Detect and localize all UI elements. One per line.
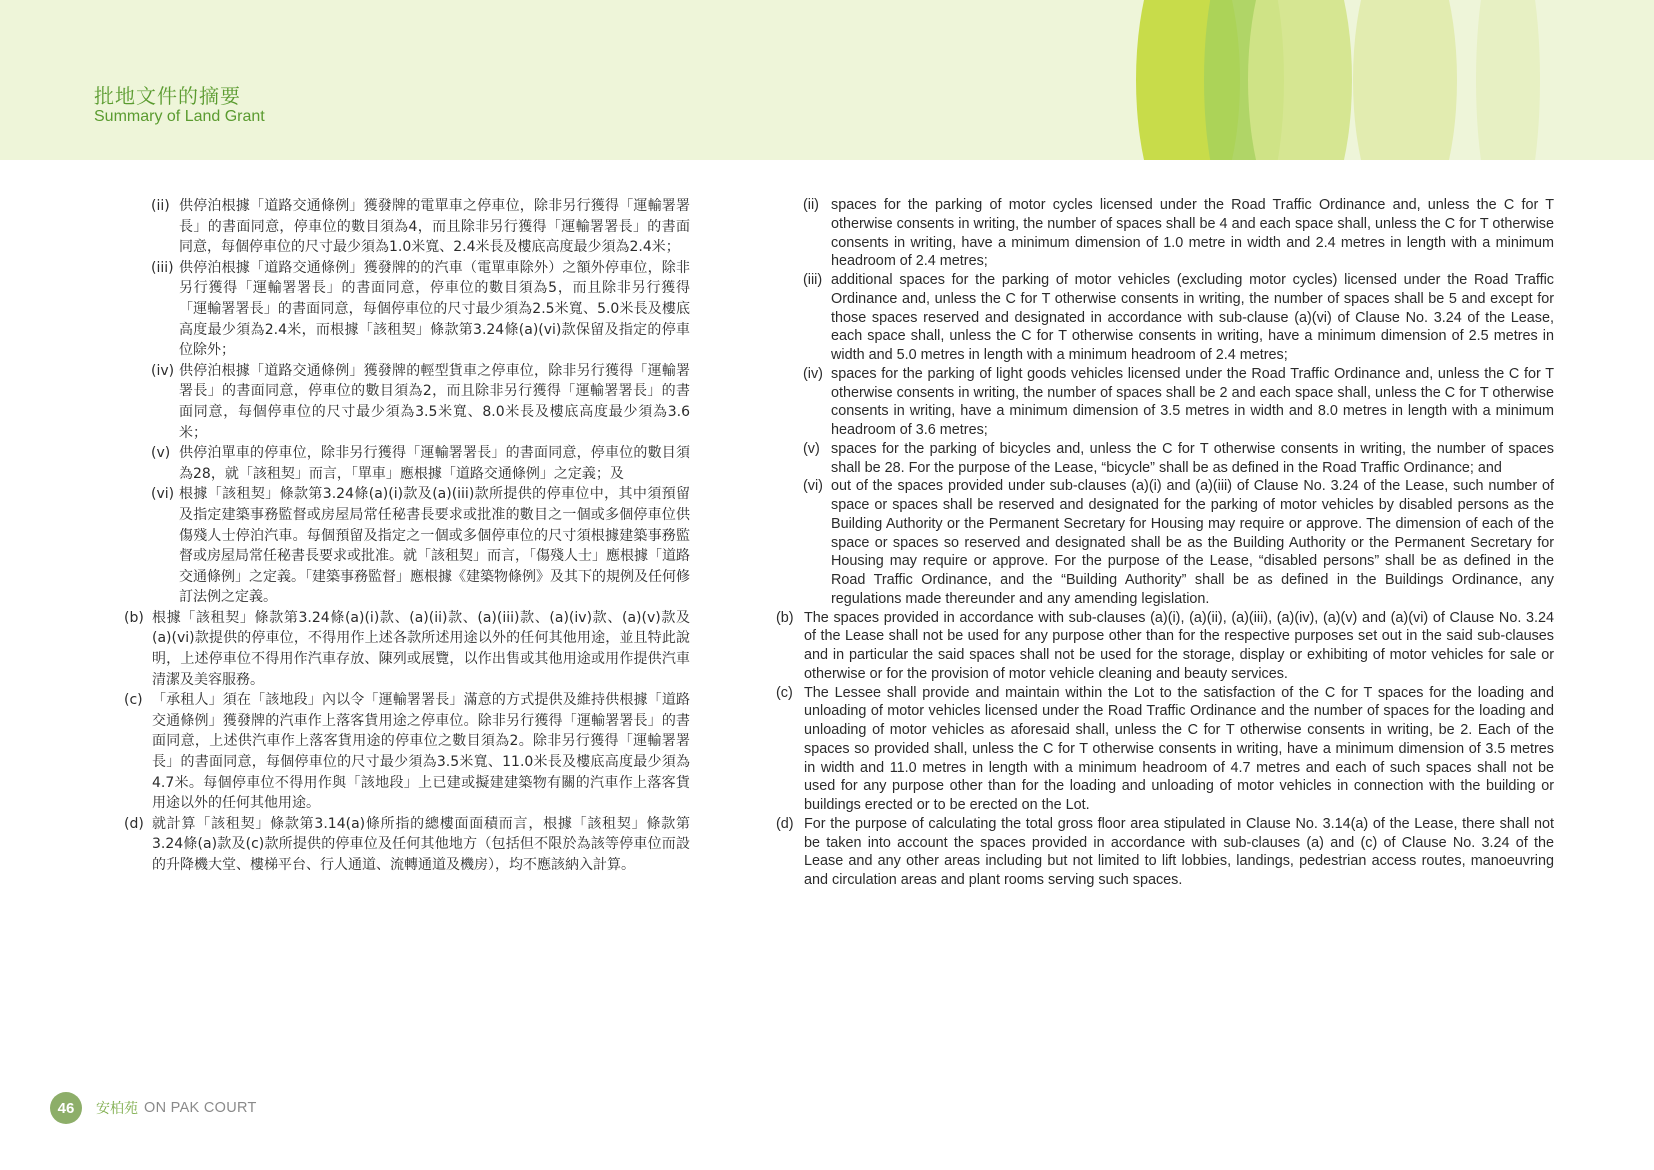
clause-marker: (iv) xyxy=(803,365,823,382)
clause-text: spaces for the parking of motor cycles licensed under the Road Traffic Ordinance and, unless the C for T otherwise consents in writing, the number of spaces shall be 4 and each space shall, unless the C for T otherwise consents in writing, have a minimum dimension of 1.0 metre in width and 2.4 metres in length with a minimum headroom of 2.4 metres; xyxy=(831,197,1554,270)
clause-marker: (c) xyxy=(776,684,793,701)
clause-text: The Lessee shall provide and maintain within the Lot to the satisfaction of the C for T spaces for the loading and unloading of motor vehicles licensed under the Road Traffic Ordinance and the number of spaces for the loading and unloading of motor vehicles as aforesaid shall, unless the C for T otherwise consents in writing, be 2. Each of the spaces so provided shall, unless the C for T otherwise consents in writing, have a minimum dimension of 3.5 metres in width and 11.0 metres in length with a minimum headroom of 4.7 metres and each of such spaces shall not be used for any purpose other than for the loading and unloading of motor vehicles in connection with the building or buildings erected or to be erected on the Lot. xyxy=(804,684,1554,813)
clause-text: spaces for the parking of bicycles and, unless the C for T otherwise consents in writing, the number of spaces shall be 28. For the purpose of the Lease, “bicycle” shall be as defined in the Road Traffic Ordinance; and xyxy=(831,440,1554,476)
clause-text: 供停泊根據「道路交通條例」獲發牌的電單車之停車位，除非另行獲得「運輸署署長」的書面同意，停車位的數目須為4，而且除非另行獲得「運輸署署長」的書面同意，每個停車位的尺寸最少須為1.0米寬、2.4米長及樓底高度最少須為2.4米； xyxy=(179,198,690,256)
clause-item xyxy=(803,196,1554,271)
clause-item xyxy=(803,440,1554,478)
clause-item xyxy=(124,814,690,876)
page-footer xyxy=(50,1092,257,1124)
clause-marker: (b) xyxy=(776,609,794,626)
clause-item xyxy=(803,365,1554,440)
clause-item xyxy=(776,815,1554,890)
clause-text: 「承租人」須在「該地段」內以令「運輸署署長」滿意的方式提供及維持供根據「道路交通條例」獲發牌的汽車作上落客貨用途之停車位。除非另行獲得「運輸署署長」的書面同意，上述供汽車作上落客貨用途的停車位之數目須為2。除非另行獲得「運輸署署長」的書面同意，每個停車位的尺寸最少須為3.5米寬、11.0米長及樓底高度最少須為4.7米。每個停車位不得用作與「該地段」上已建或擬建建築物有關的汽車作上落客貨用途以外的任何其他用途。 xyxy=(152,692,690,812)
estate-name-en: ON PAK COURT xyxy=(144,1100,257,1116)
clause-text: 根據「該租契」條款第3.24條(a)(i)款、(a)(ii)款、(a)(iii)款、(a)(iv)款、(a)(v)款及(a)(vi)款提供的停車位，不得用作上述各款所述用途以外的任何其他用途，並且特此說明，上述停車位不得用作汽車存放、陳列或展覽，以作出售或其他用途或用作提供汽車清潔及美容服務。 xyxy=(152,609,690,688)
clause-item xyxy=(151,361,690,443)
clause-marker: (c) xyxy=(124,692,143,709)
clause-marker: (vi) xyxy=(151,486,175,503)
right-column-en xyxy=(776,196,1554,890)
clause-text: additional spaces for the parking of motor vehicles (excluding motor cycles) licensed under the Road Traffic Ordinance and, unless the C for T otherwise consents in writing, the number of spaces shall be 5 and except for those spaces reserved and designated in accordance with sub-clause (a)(vi) of Clause No. 3.24 of the Lease, each space shall, unless the C for T otherwise consents in writing, have a minimum dimension of 2.5 metres in width and 5.0 metres in length with a minimum headroom of 2.4 metres; xyxy=(831,272,1554,363)
clause-text: 供停泊單車的停車位，除非另行獲得「運輸署署長」的書面同意，停車位的數目須為28，就「該租契」而言，「單車」應根據「道路交通條例」之定義；及 xyxy=(179,445,690,482)
clause-item xyxy=(124,608,690,690)
clause-text: 根據「該租契」條款第3.24條(a)(i)款及(a)(iii)款所提供的停車位中，其中須預留及指定建築事務監督或房屋局常任秘書長要求或批准的數目之一個或多個停車位供傷殘人士停泊汽車。每個預留及指定之一個或多個停車位的尺寸須根據建築事務監督或房屋局常任秘書長要求或批准。就「該租契」而言，「傷殘人士」應根據「道路交通條例」之定義。「建築事務監督」應根據《建築物條例》及其下的規例及任何修訂法例之定義。 xyxy=(179,486,690,606)
clause-marker: (v) xyxy=(803,440,820,457)
clause-item xyxy=(803,477,1554,608)
clause-marker: (iii) xyxy=(151,259,174,276)
header-band xyxy=(0,0,1654,160)
clause-text: 供停泊根據「道路交通條例」獲發牌的輕型貨車之停車位，除非另行獲得「運輸署署長」的書面同意，停車位的數目須為2，而且除非另行獲得「運輸署署長」的書面同意，每個停車位的尺寸最少須為3.5米寬、8.0米長及樓底高度最少須為3.6米； xyxy=(179,362,690,441)
clause-marker: (ii) xyxy=(151,198,170,214)
page-number-badge: 46 xyxy=(50,1092,82,1124)
page-title-zh: 批地文件的摘要 xyxy=(94,84,241,108)
estate-name-zh: 安柏苑 xyxy=(96,1101,138,1117)
clause-marker: (ii) xyxy=(803,197,819,213)
clause-text: 供停泊根據「道路交通條例」獲發牌的的汽車（電單車除外）之額外停車位，除非另行獲得「運輸署署長」的書面同意，停車位的數目須為5，而且除非另行獲得「運輸署署長」的書面同意，每個停車位的尺寸最少須為2.5米寬、5.0米長及樓底高度最少須為2.4米，而根據「該租契」條款第3.24條(a)(vi)款保留及指定的停車位除外； xyxy=(179,259,690,359)
leaf-shape-4 xyxy=(1353,0,1457,160)
clause-item xyxy=(776,684,1554,815)
clause-marker: (d) xyxy=(776,815,794,832)
clause-item xyxy=(776,609,1554,684)
leaf-shape-5 xyxy=(1476,0,1540,160)
clause-item xyxy=(803,271,1554,365)
clause-text: The spaces provided in accordance with sub-clauses (a)(i), (a)(ii), (a)(iii), (a)(iv), (a)(v) and (a)(vi) of Clause No. 3.24 of the Lease shall not be used for any purpose other than for the respective purposes set out in the said sub-clauses and in particular the said spaces shall not be used for the storage, display or exhibiting of motor vehicles for sale or otherwise or for the provision of motor vehicle cleaning and beauty services. xyxy=(804,609,1554,682)
clause-item xyxy=(151,484,690,608)
clause-text: For the purpose of calculating the total gross floor area stipulated in Clause No. 3.14(a) of the Lease, there shall not be taken into account the spaces provided in accordance with sub-clauses (a) and (c) of Clause No. 3.24 of the Lease and any other areas including but not limited to lift lobbies, landings, pedestrian access routes, manoeuvring and circulation areas and plant rooms serving such spaces. xyxy=(804,815,1554,888)
clause-marker: (v) xyxy=(151,445,171,462)
clause-marker: (iv) xyxy=(151,362,175,379)
left-column-zh xyxy=(124,196,690,876)
leaf-shape-3 xyxy=(1248,0,1352,160)
clause-text: spaces for the parking of light goods vehicles licensed under the Road Traffic Ordinance and, unless the C for T otherwise consents in writing, the number of spaces shall be 2 and each space shall, unless the C for T otherwise consents in writing, have a minimum dimension of 3.5 metres in width and 8.0 metres in length with a minimum headroom of 3.6 metres; xyxy=(831,365,1554,438)
clause-item xyxy=(124,690,690,814)
clause-item xyxy=(151,196,690,258)
decorative-leaf-shapes xyxy=(0,0,1654,160)
clause-item xyxy=(151,443,690,484)
clause-text: out of the spaces provided under sub-clauses (a)(i) and (a)(iii) of Clause No. 3.24 of the Lease, such number of space or spaces shall be reserved and designated for the parking of motor vehicles by disabled persons as the Building Authority or the Permanent Secretary for Housing may require or approve. The dimension of each of the space or spaces so reserved and designated shall be as the Building Authority or the Permanent Secretary for Housing may require or approve. For the purpose of the Lease, “disabled persons” shall be as defined in the Road Traffic Ordinance, and the “Building Authority” shall be as defined in the Buildings Ordinance, any regulations made thereunder and any amending legislation. xyxy=(831,478,1554,607)
clause-marker: (vi) xyxy=(803,478,823,495)
page-title-en: Summary of Land Grant xyxy=(94,108,265,125)
clause-item xyxy=(151,258,690,361)
clause-marker: (b) xyxy=(124,609,144,626)
clause-marker: (iii) xyxy=(803,272,823,288)
clause-text: 就計算「該租契」條款第3.14(a)條所指的總樓面面積而言，根據「該租契」條款第3.24條(a)款及(c)款所提供的停車位及任何其他地方（包括但不限於為該等停車位而設的升降機大堂、樓梯平台、行人通道、流轉通道及機房），均不應該納入計算。 xyxy=(152,815,690,873)
clause-marker: (d) xyxy=(124,815,144,832)
